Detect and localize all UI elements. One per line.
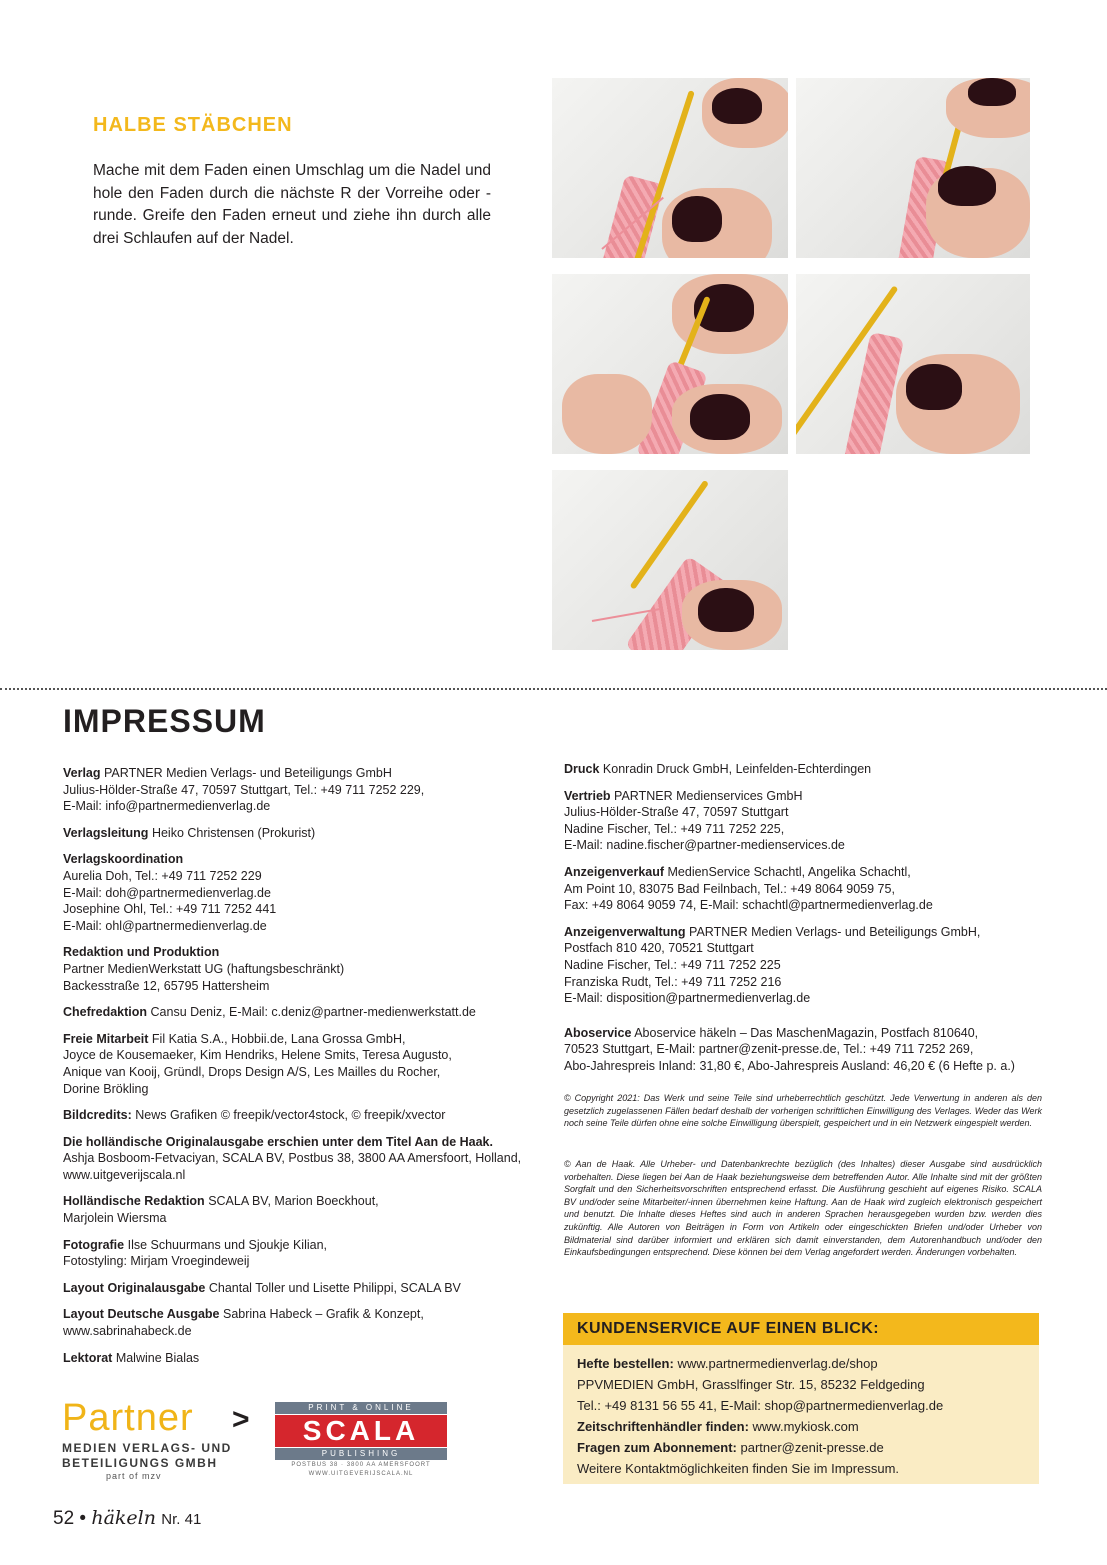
- impressum-entry-chefredaktion: [63, 1004, 533, 1021]
- entry-label: Verlagskoordination: [63, 852, 184, 867]
- entry-label: Verlagsleitung: [63, 825, 149, 840]
- entry-text: SCALA BV, Marion Boeckhout,: [208, 1194, 379, 1209]
- entry-label: Druck: [564, 762, 600, 776]
- aan-de-haak-notice: © Aan de Haak. Alle Urheber- und Datenbankrechte bezüglich (des Inhaltes) dieser Ausgabe sind ausdrücklich vorbehalten. Diese liegen bei Aan de Haak beziehungsweise dem betreffenden Autor. Alle Inhalte sind mit der größten Sorgfalt und den Sicherheitsvorschriften entsprechend erfasst. Die Ausführung geschieht auf eigenes Risiko. SCALA BV und/oder seine Mitarbeiter/-innen übernehmen keine Haftung. Aan de Haak wird zugleich elektronisch gespeichert und benutzt. Die Inhalte dieses Heftes sind auch in anderen Sprachen herausgegeben wurden bzw. werden dies zukünftig. Alle Autoren von Beiträgen in Form von Artikeln oder eingeschickten Briefen und/oder Urheber von Bildmaterial sind darüber informiert und erklären sich damit einverstanden, dem Autorenhandbuch und/oder den Einkaufsbedingungen entsprechend. Diese können bei dem Verlag angefordert werden. Änderungen vorbehalten.: [564, 1159, 1042, 1258]
- entry-line: Partner MedienWerkstatt UG (haftungsbeschränkt): [63, 961, 345, 976]
- impressum-entry-anzeigenverwaltung: [564, 924, 1044, 1007]
- impressum-entry-aboservice: [564, 1025, 1044, 1075]
- entry-line: Franziska Rudt, Tel.: +49 711 7252 216: [564, 974, 782, 989]
- copyright-notice: © Copyright 2021: Das Werk und seine Teile sind urheberrechtlich geschützt. Jede Verwertung in anderen als den gesetzlich zugelassenen Fällen bedarf deshalb der vorherigen schriftlichen Einwilligung des Verlages. Weder das Werk noch seine Teile dürfen ohne eine solche Einwilligung überspielt, gespeichert und in ein Netzwerk eingespielt werden.: [564, 1093, 1042, 1129]
- entry-line: Nadine Fischer, Tel.: +49 711 7252 225: [564, 957, 781, 972]
- entry-text: Sabrina Habeck – Grafik & Konzept,: [223, 1307, 424, 1322]
- entry-line: E-Mail: info@partnermedienverlag.de: [63, 799, 271, 814]
- zeitschriften-label: Zeitschriftenhändler finden:: [577, 1419, 749, 1434]
- impressum-entry-layout-deutsch: [63, 1306, 533, 1339]
- impressum-entry-anzeigenverkauf: [564, 864, 1044, 914]
- impressum-entry-verlagsleitung: [63, 825, 533, 842]
- entry-text: Konradin Druck GmbH, Leinfelden-Echterdingen: [602, 762, 872, 776]
- entry-line: Nadine Fischer, Tel.: +49 711 7252 225,: [564, 821, 785, 836]
- impressum-entry-originalausgabe: [63, 1134, 533, 1184]
- entry-label: Fotografie: [63, 1237, 125, 1252]
- abo-email-link[interactable]: partner@zenit-presse.de: [740, 1440, 884, 1455]
- fragen-label: Fragen zum Abonnement:: [577, 1440, 737, 1455]
- entry-label: Chefredaktion: [63, 1005, 148, 1020]
- entry-text: PARTNER Medienservices GmbH: [614, 788, 803, 803]
- entry-label: Die holländische Originalausgabe erschien unter dem Titel Aan de Haak.: [63, 1134, 493, 1149]
- entry-line: Fotostyling: Mirjam Vroegindeweij: [63, 1254, 250, 1269]
- entry-text: MedienService Schachtl, Angelika Schachtl,: [667, 864, 911, 879]
- hefte-link[interactable]: www.partnermedienverlag.de/shop: [677, 1356, 878, 1371]
- partner-logo-line: BETEILIGUNGS GMBH: [62, 1456, 218, 1470]
- impressum-entry-verlagskoordination: [63, 851, 533, 934]
- scala-logo: [275, 1402, 447, 1484]
- step-photo-3: [552, 274, 788, 454]
- entry-line: Joyce de Kousemaeker, Kim Hendriks, Helene Smits, Teresa Augusto,: [63, 1048, 452, 1063]
- kundenservice-header: [563, 1313, 1039, 1345]
- kundenservice-contact: Tel.: +49 8131 56 55 41, E-Mail: shop@partnermedienverlag.de: [577, 1398, 944, 1413]
- impressum-right-column: [564, 761, 1044, 1085]
- impressum-entry-fotografie: [63, 1237, 533, 1270]
- section-title: HALBE STÄBCHEN: [93, 114, 293, 136]
- entry-line: Josephine Ohl, Tel.: +49 711 7252 441: [63, 902, 277, 917]
- scala-logo-word: SCALA: [275, 1415, 447, 1447]
- kundenservice-address: PPVMEDIEN GmbH, Grasslfinger Str. 15, 85232 Feldgeding: [577, 1377, 925, 1392]
- scala-logo-url: WWW.UITGEVERIJSCALA.NL: [308, 1471, 414, 1477]
- step-photo-4: [796, 274, 1030, 454]
- entry-line: E-Mail: ohl@partnermedienverlag.de: [63, 918, 267, 933]
- impressum-entry-freie-mitarbeit: [63, 1031, 533, 1097]
- entry-text: Fil Katia S.A., Hobbii.de, Lana Grossa GmbH,: [151, 1031, 406, 1046]
- entry-line: Postfach 810 420, 70521 Stuttgart: [564, 941, 754, 956]
- entry-text: Aboservice häkeln – Das MaschenMagazin, Postfach 810640,: [634, 1025, 979, 1040]
- kundenservice-title: KUNDENSERVICE AUF EINEN BLICK:: [577, 1320, 880, 1337]
- entry-label: Layout Deutsche Ausgabe: [63, 1307, 220, 1322]
- step-photo-1: [552, 78, 788, 258]
- entry-text: Ilse Schuurmans und Sjoukje Kilian,: [127, 1237, 328, 1252]
- page-number: 52: [53, 1508, 75, 1529]
- impressum-entry-bildcredits: [63, 1107, 533, 1124]
- entry-line: Am Point 10, 83075 Bad Feilnbach, Tel.: +49 8064 9059 75,: [564, 881, 895, 896]
- impressum-entry-verlag: [63, 765, 533, 815]
- entry-line: Backesstraße 12, 65795 Hattersheim: [63, 978, 270, 993]
- entry-label: Anzeigenverkauf: [564, 864, 665, 879]
- entry-line: Aurelia Doh, Tel.: +49 711 7252 229: [63, 868, 262, 883]
- entry-line: Fax: +49 8064 9059 74, E-Mail: schachtl@partnermedienverlag.de: [564, 898, 933, 913]
- entry-label: Aboservice: [564, 1025, 632, 1040]
- entry-label: Freie Mitarbeit: [63, 1031, 149, 1046]
- page-footer: [53, 1507, 201, 1530]
- impressum-entry-druck: [564, 761, 1044, 778]
- section-divider: [0, 688, 1107, 690]
- entry-line: Anique van Kooij, Gründl, Drops Design A/S, Les Mailles du Rocher,: [63, 1064, 441, 1079]
- entry-line: Abo-Jahrespreis Inland: 31,80 €, Abo-Jahrespreis Ausland: 46,20 € (6 Hefte p. a.): [564, 1058, 1015, 1073]
- entry-line: Marjolein Wiersma: [63, 1211, 167, 1226]
- entry-label: Redaktion und Produktion: [63, 945, 220, 960]
- entry-line: Julius-Hölder-Straße 47, 70597 Stuttgart: [564, 805, 789, 820]
- mykiosk-link[interactable]: www.mykiosk.com: [752, 1419, 859, 1434]
- entry-label: Holländische Redaktion: [63, 1194, 205, 1209]
- entry-text: Cansu Deniz, E-Mail: c.deniz@partner-medienwerkstatt.de: [150, 1005, 476, 1020]
- hefte-label: Hefte bestellen:: [577, 1356, 674, 1371]
- entry-line: Ashja Bosboom-Fetvaciyan, SCALA BV, Postbus 38, 3800 AA Amersfoort, Holland,: [63, 1151, 522, 1166]
- kundenservice-body: [577, 1353, 1032, 1479]
- entry-text: PARTNER Medien Verlags- und Beteiligungs GmbH: [104, 766, 392, 780]
- scala-logo-top: PRINT & ONLINE: [275, 1402, 447, 1414]
- entry-label: Anzeigenverwaltung: [564, 924, 686, 939]
- entry-label: Bildcredits:: [63, 1108, 132, 1123]
- impressum-entry-vertrieb: [564, 788, 1044, 854]
- impressum-left-column: [63, 765, 533, 1376]
- entry-line: E-Mail: disposition@partnermedienverlag.de: [564, 991, 811, 1006]
- entry-line: E-Mail: doh@partnermedienverlag.de: [63, 885, 271, 900]
- chevron-right-icon: >: [232, 1403, 250, 1436]
- issue-number: Nr. 41: [161, 1511, 202, 1528]
- entry-text: Malwine Bialas: [115, 1350, 200, 1365]
- entry-line: www.sabrinahabeck.de: [63, 1324, 192, 1339]
- partner-logo-tagline: part of mzv: [106, 1471, 162, 1481]
- scala-logo-address: POSTBUS 38 · 3800 AA AMERSFOORT: [291, 1462, 431, 1468]
- partner-logo-word: Partner: [62, 1397, 194, 1439]
- step-photo-2: [796, 78, 1030, 258]
- partner-logo: [62, 1397, 262, 1487]
- entry-text: News Grafiken © freepik/vector4stock, © freepik/xvector: [135, 1108, 446, 1123]
- entry-label: Verlag: [63, 766, 101, 780]
- magazine-name: häkeln: [91, 1507, 156, 1529]
- entry-label: Lektorat: [63, 1350, 113, 1365]
- impressum-title: IMPRESSUM: [63, 703, 266, 739]
- kundenservice-box: [563, 1313, 1039, 1484]
- entry-text: Chantal Toller und Lisette Philippi, SCALA BV: [208, 1280, 461, 1295]
- impressum-entry-lektorat: [63, 1350, 533, 1367]
- entry-text: PARTNER Medien Verlags- und Beteiligungs GmbH,: [689, 924, 981, 939]
- partner-logo-line: MEDIEN VERLAGS- UND: [62, 1441, 232, 1455]
- impressum-entry-hollaendische-redaktion: [63, 1193, 533, 1226]
- entry-line: www.uitgeverijscala.nl: [63, 1167, 186, 1182]
- impressum-entry-redaktion: [63, 944, 533, 994]
- entry-label: Vertrieb: [564, 788, 611, 803]
- step-photo-5: [552, 470, 788, 650]
- bullet-separator: •: [79, 1508, 87, 1529]
- entry-text: Heiko Christensen (Prokurist): [151, 825, 316, 840]
- scala-logo-sub: PUBLISHING: [275, 1448, 447, 1460]
- impressum-entry-layout-original: [63, 1280, 533, 1297]
- kundenservice-note: Weitere Kontaktmöglichkeiten finden Sie im Impressum.: [577, 1461, 900, 1476]
- entry-line: 70523 Stuttgart, E-Mail: partner@zenit-presse.de, Tel.: +49 711 7252 269,: [564, 1042, 974, 1057]
- entry-label: Layout Originalausgabe: [63, 1280, 206, 1295]
- section-instructions: Mache mit dem Faden einen Umschlag um die Nadel und hole den Faden durch die nächste R der Vorreihe oder -runde. Greife den Faden erneut und ziehe ihn durch alle drei Schlaufen auf der Nadel.: [93, 162, 491, 247]
- entry-line: Dorine Brökling: [63, 1081, 149, 1096]
- entry-line: Julius-Hölder-Straße 47, 70597 Stuttgart, Tel.: +49 711 7252 229,: [63, 782, 425, 797]
- entry-line: E-Mail: nadine.fischer@partner-medienservices.de: [564, 838, 845, 853]
